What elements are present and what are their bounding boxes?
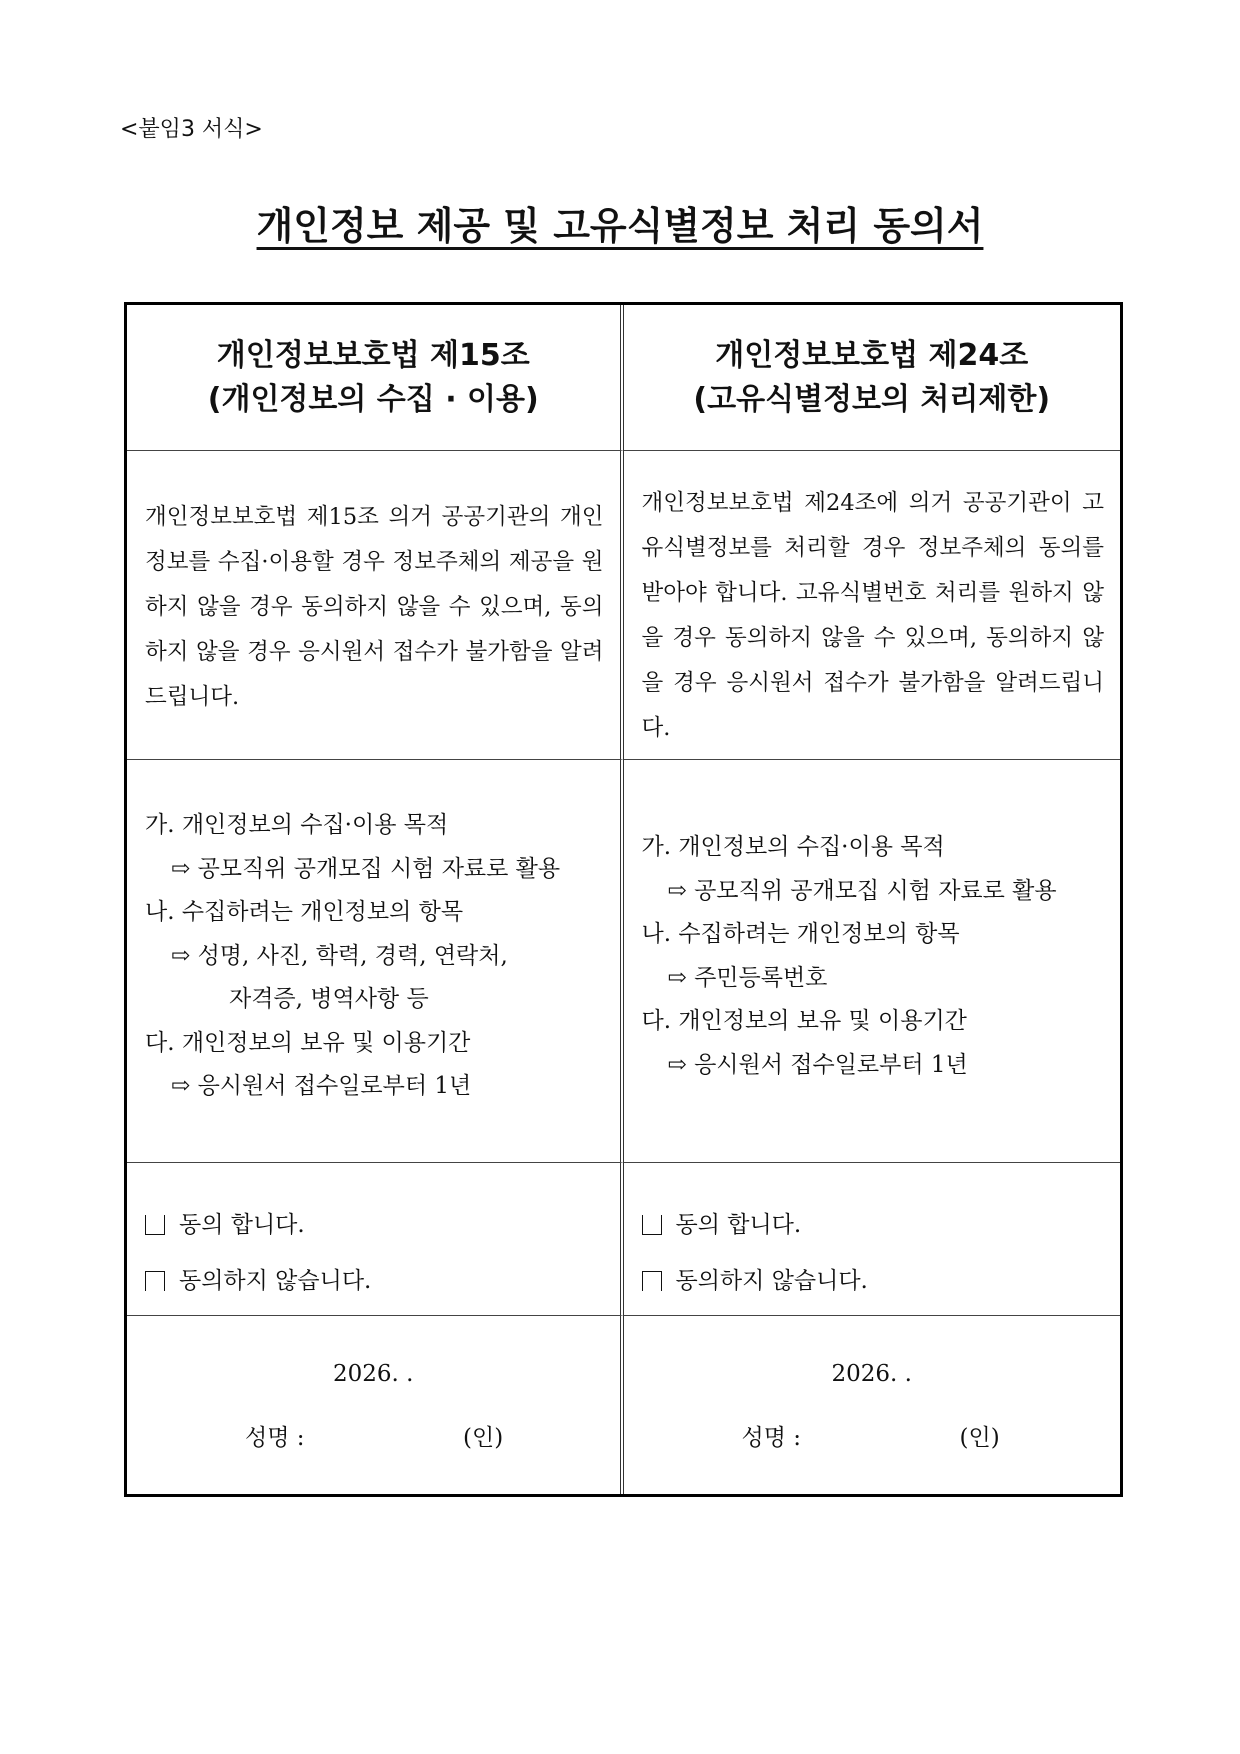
consent-form-table bbox=[124, 302, 1123, 1497]
left-items bbox=[127, 760, 624, 1163]
left-agree-label: 동의 합니다. bbox=[179, 1212, 305, 1238]
document-title-text: 개인정보 제공 및 고유식별정보 처리 동의서 bbox=[256, 204, 984, 248]
right-item-b-detail: ⇨ 주민등록번호 bbox=[667, 964, 828, 991]
right-disagree-option[interactable] bbox=[642, 1253, 1121, 1309]
right-signature bbox=[624, 1316, 1121, 1494]
left-seal-mark: (인) bbox=[463, 1425, 504, 1451]
left-heading bbox=[127, 305, 624, 451]
left-notice: 개인정보보호법 제15조 의거 공공기관의 개인정보를 수집·이용할 경우 정보주체의 제공을 원하지 않을 경우 동의하지 않을 수 있으며, 동의하지 않을 경우 응시원서 접수가 불가함을 알려드립니다. bbox=[127, 451, 624, 760]
right-items bbox=[624, 760, 1121, 1163]
left-item-a-detail: ⇨ 공모직위 공개모집 시험 자료로 활용 bbox=[171, 855, 561, 882]
right-heading-line1: 개인정보보호법 제24조 bbox=[715, 337, 1029, 373]
right-agree-option[interactable] bbox=[642, 1197, 1121, 1253]
right-item-c-detail: ⇨ 응시원서 접수일로부터 1년 bbox=[667, 1051, 968, 1078]
left-heading-line2: (개인정보의 수집 · 이용) bbox=[207, 381, 539, 417]
right-disagree-checkbox[interactable] bbox=[642, 1271, 662, 1291]
left-item-b-detail2: 자격증, 병역사항 등 bbox=[229, 986, 429, 1012]
right-agree-checkbox[interactable] bbox=[642, 1215, 662, 1235]
left-agree-checkbox[interactable] bbox=[145, 1215, 165, 1235]
right-item-a: 가. 개인정보의 수집·이용 목적 bbox=[641, 834, 945, 860]
right-consent bbox=[624, 1163, 1121, 1316]
left-item-b-detail: ⇨ 성명, 사진, 학력, 경력, 연락처, bbox=[171, 942, 508, 969]
left-disagree-label: 동의하지 않습니다. bbox=[179, 1268, 372, 1294]
left-item-b: 나. 수집하려는 개인정보의 항목 bbox=[145, 899, 464, 925]
right-item-a-detail: ⇨ 공모직위 공개모집 시험 자료로 활용 bbox=[667, 877, 1057, 904]
left-disagree-option[interactable] bbox=[145, 1253, 620, 1309]
left-date[interactable]: 2026. . bbox=[333, 1361, 414, 1387]
left-agree-option[interactable] bbox=[145, 1197, 620, 1253]
left-consent bbox=[127, 1163, 624, 1316]
left-signature bbox=[127, 1316, 624, 1494]
attachment-label: <붙임3 서식> bbox=[120, 117, 263, 142]
left-name-label: 성명 : bbox=[245, 1425, 305, 1451]
right-seal-mark: (인) bbox=[959, 1425, 1000, 1451]
left-item-c-detail: ⇨ 응시원서 접수일로부터 1년 bbox=[171, 1073, 472, 1099]
right-heading-line2: (고유식별정보의 처리제한) bbox=[693, 381, 1051, 417]
left-disagree-checkbox[interactable] bbox=[145, 1271, 165, 1291]
right-heading bbox=[624, 305, 1121, 451]
right-name-label: 성명 : bbox=[741, 1425, 801, 1451]
document-title bbox=[0, 195, 1240, 250]
right-item-c: 다. 개인정보의 보유 및 이용기간 bbox=[641, 1008, 967, 1034]
right-date[interactable]: 2026. . bbox=[831, 1361, 912, 1387]
right-notice: 개인정보보호법 제24조에 의거 공공기관이 고유식별정보를 처리할 경우 정보주체의 동의를 받아야 합니다. 고유식별번호 처리를 원하지 않을 경우 동의하지 않을 수 있으며, 동의하지 않을 경우 응시원서 접수가 불가함을 알려드립니다. bbox=[624, 451, 1121, 760]
right-item-b: 나. 수집하려는 개인정보의 항목 bbox=[641, 921, 960, 947]
left-item-c: 다. 개인정보의 보유 및 이용기간 bbox=[145, 1029, 471, 1056]
left-item-a: 가. 개인정보의 수집·이용 목적 bbox=[145, 812, 449, 838]
right-disagree-label: 동의하지 않습니다. bbox=[675, 1268, 868, 1294]
left-heading-line1: 개인정보보호법 제15조 bbox=[216, 337, 530, 373]
right-agree-label: 동의 합니다. bbox=[675, 1212, 802, 1238]
